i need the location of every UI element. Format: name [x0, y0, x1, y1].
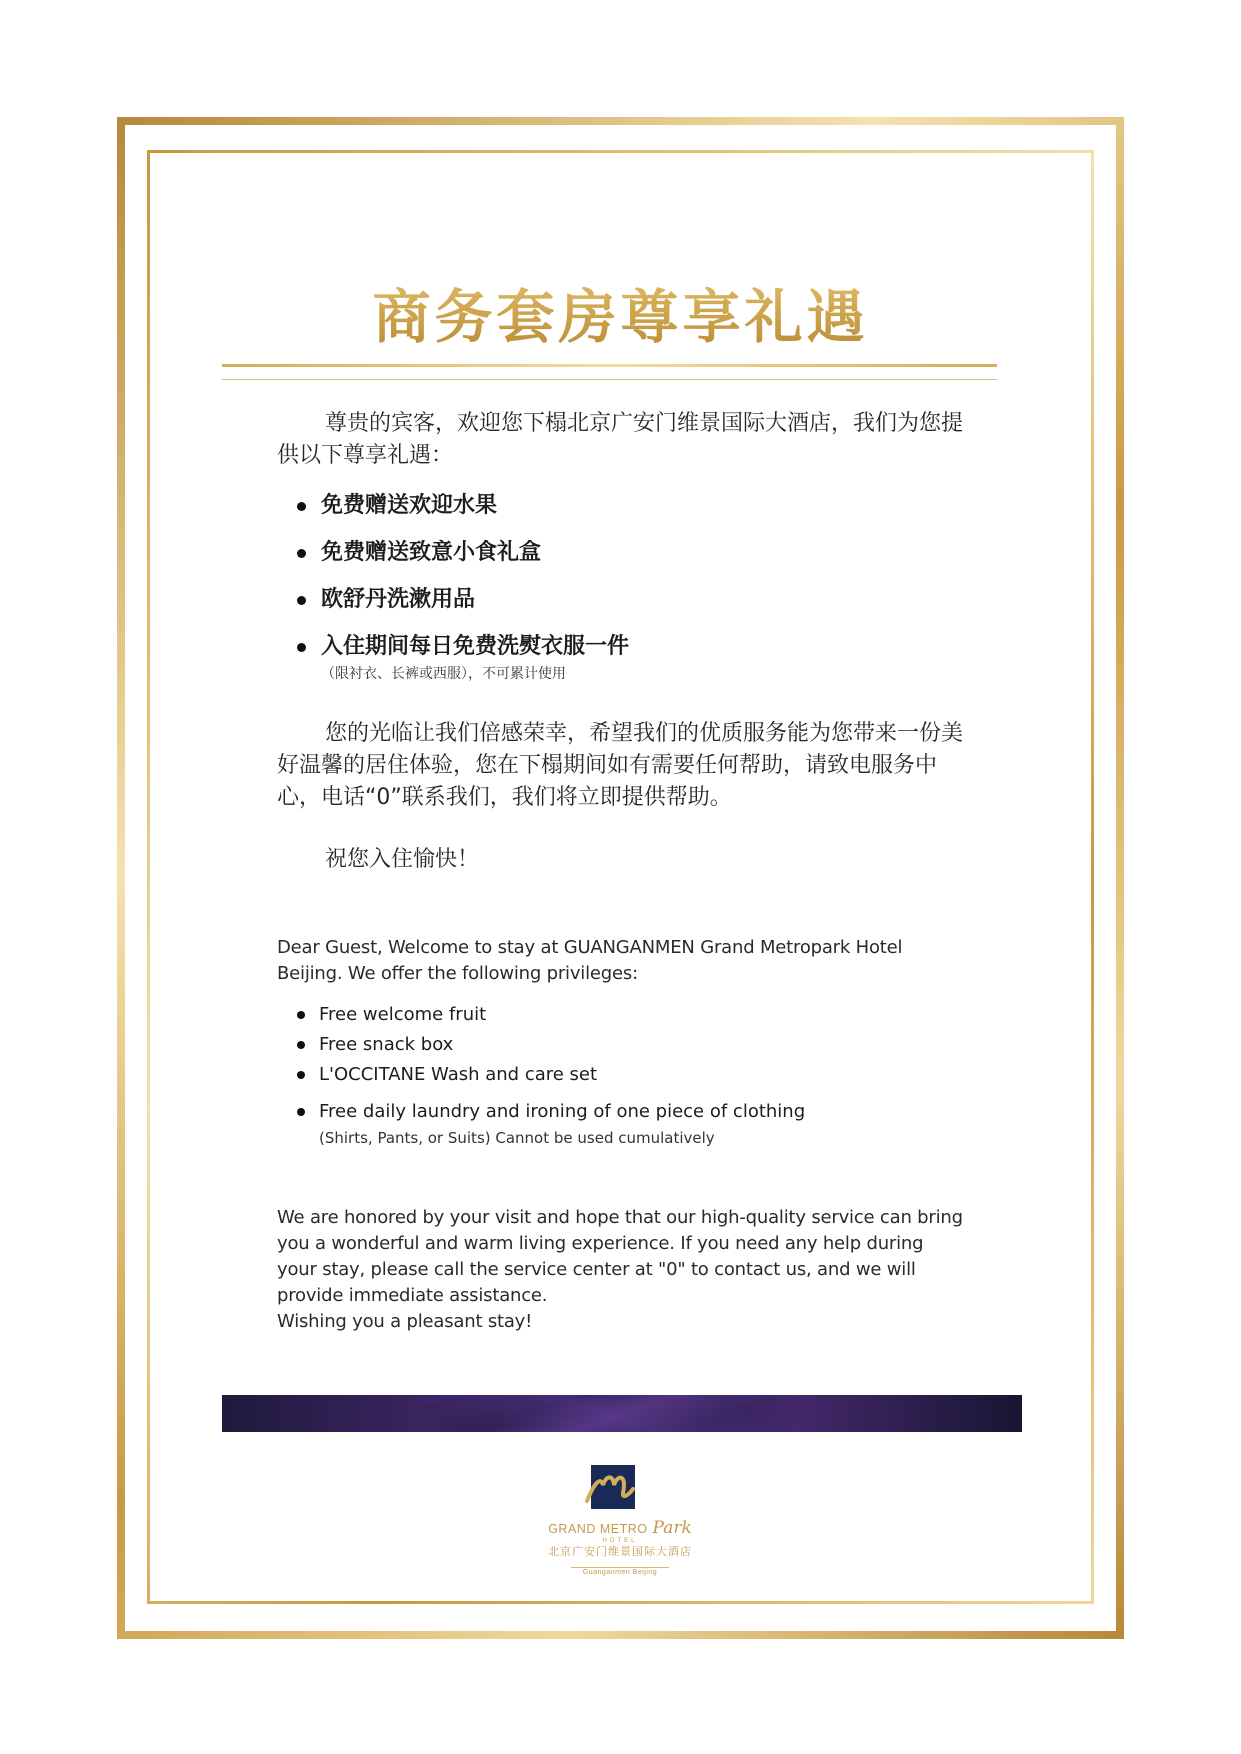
list-item: 欧舒丹洗漱用品 — [297, 584, 987, 616]
cn-benefit-note: （限衬衣、长裤或西服），不可累计使用 — [321, 666, 566, 682]
en-wish: Wishing you a pleasant stay! — [277, 1311, 533, 1332]
en-benefit-list — [297, 1000, 805, 1149]
list-item: L'OCCITANE Wash and care set — [297, 1060, 805, 1090]
logo-hotel: HOTEL — [602, 1538, 638, 1544]
en-body-block — [277, 1205, 967, 1335]
title-divider-thin — [222, 379, 997, 380]
list-item: 免费赠送欢迎水果 — [297, 490, 987, 522]
inner-gold-frame — [147, 150, 1094, 1604]
en-body-paragraph: We are honored by your visit and hope that our high-quality service can bring you a wonderful and warm living experience. If you need any help during your stay, please call the service center at "0" to contact us, and we will provide immediate assistance. — [277, 1207, 963, 1306]
list-item: Free daily laundry and ironing of one piece of clothing (Shirts, Pants, or Suits) Cannot be used cumulatively — [297, 1097, 805, 1149]
list-item: 免费赠送致意小食礼盒 — [297, 537, 987, 569]
cn-benefit-list — [297, 490, 987, 684]
logo-brand: GRAND METRO — [548, 1522, 648, 1536]
en-intro-paragraph: Dear Guest, Welcome to stay at GUANGANMEN Grand Metropark Hotel Beijing. We offer the following privileges: — [277, 937, 903, 984]
logo-m-icon — [591, 1465, 635, 1509]
list-item: Free welcome fruit — [297, 1000, 805, 1030]
title-divider-thick — [222, 364, 997, 367]
logo-name-cn: 北京广安门维景国际大酒店 — [548, 1545, 692, 1558]
en-benefit-note: (Shirts, Pants, or Suits) Cannot be used cumulatively — [319, 1129, 715, 1147]
hotel-logo — [530, 1462, 710, 1576]
list-item: Free snack box — [297, 1030, 805, 1060]
logo-script: Park — [652, 1518, 692, 1538]
cn-intro-paragraph: 尊贵的宾客，欢迎您下榻北京广安门维景国际大酒店，我们为您提供以下尊享礼遇： — [277, 411, 964, 468]
cn-wish: 祝您入住愉快！ — [325, 847, 480, 872]
page-title: 商务套房尊享礼遇 — [0, 270, 1241, 354]
logo-location: Guanganmen Beijing — [571, 1567, 669, 1577]
cn-body-paragraph: 您的光临让我们倍感荣幸，希望我们的优质服务能为您带来一份美好温馨的居住体验，您在下榻期间如有需要任何帮助，请致电服务中心，电话“0”联系我们，我们将立即提供帮助。 — [277, 721, 964, 810]
list-item: 入住期间每日免费洗熨衣服一件 （限衬衣、长裤或西服），不可累计使用 — [297, 631, 987, 684]
decorative-band — [222, 1395, 1022, 1432]
